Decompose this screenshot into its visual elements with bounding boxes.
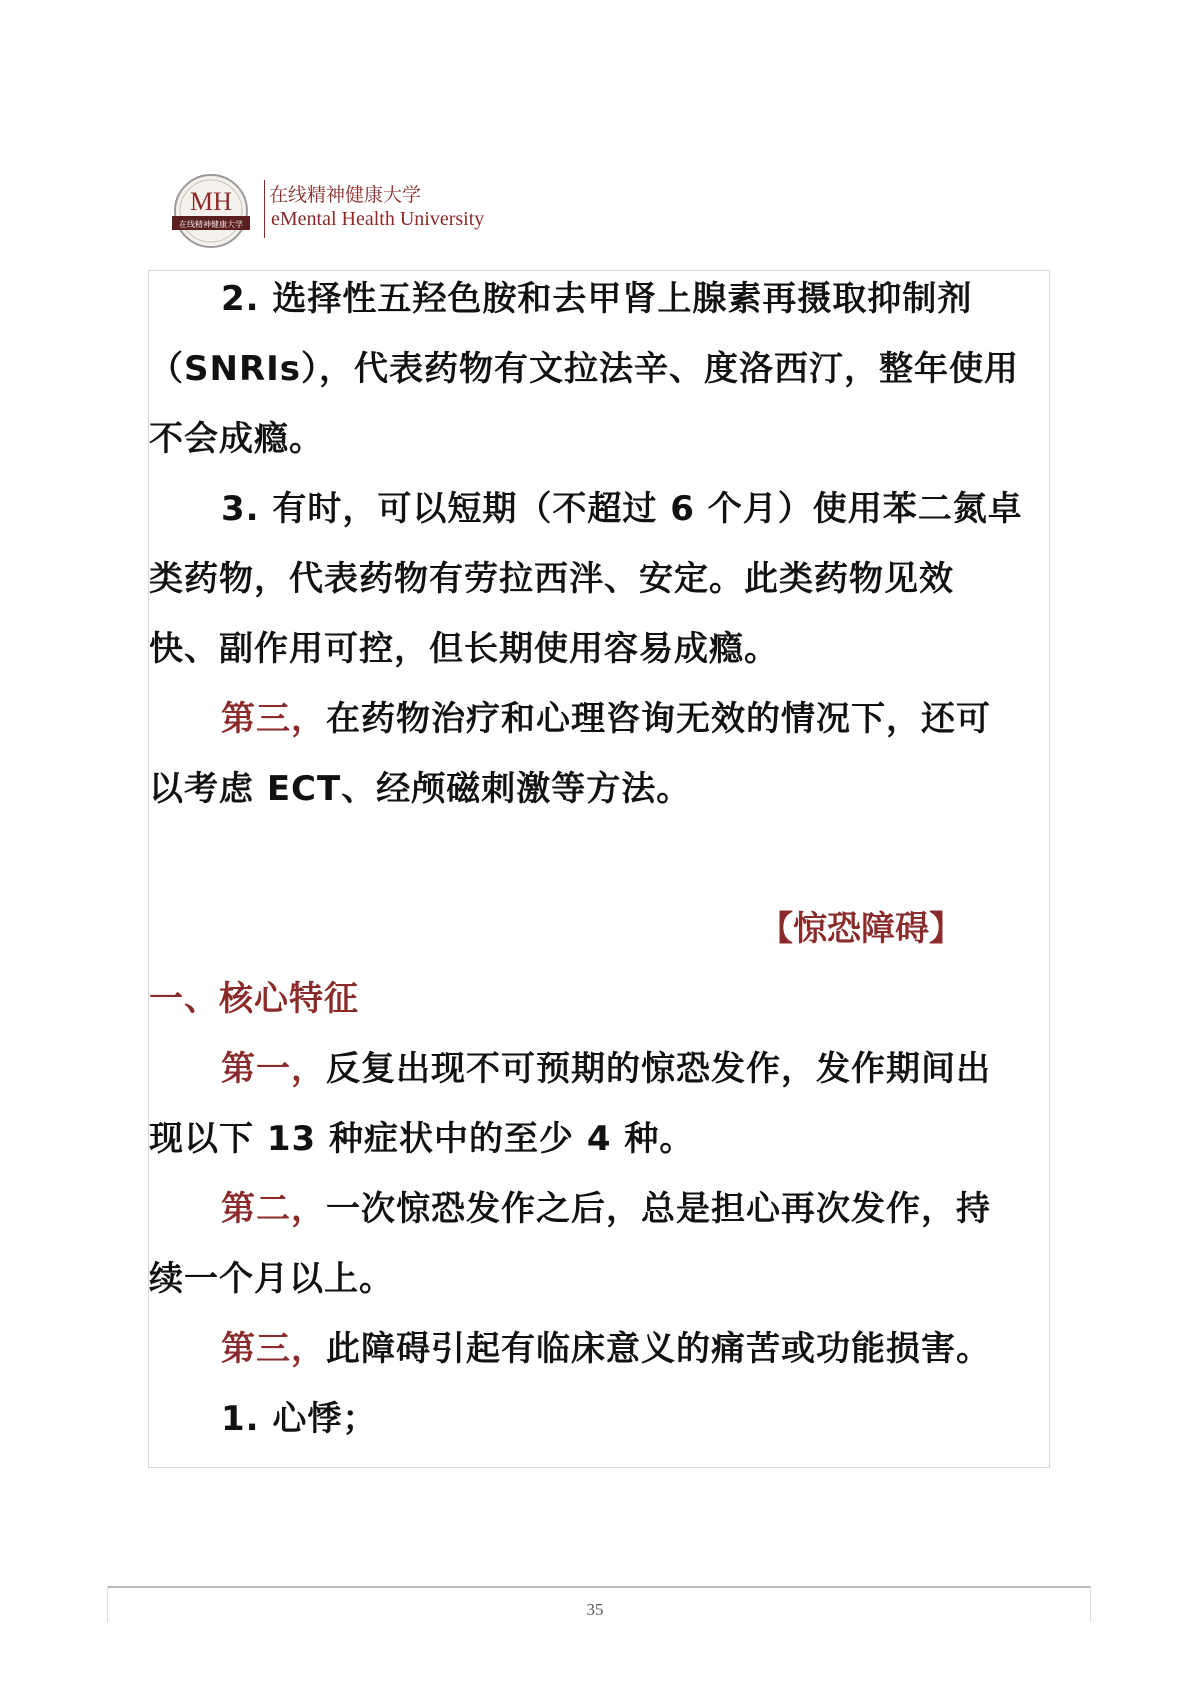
third-label: 第三， bbox=[221, 699, 326, 739]
p1-text: 反复出现不可预期的惊恐发作，发作期间出 bbox=[326, 1049, 991, 1089]
logo-chinese-name: 在线精神健康大学 bbox=[269, 184, 422, 206]
item3-line3: 快、副作用可控，但长期使用容易成瘾。 bbox=[149, 629, 779, 669]
p2-line2: 续一个月以上。 bbox=[149, 1259, 394, 1299]
section-title: 【惊恐障碍】 bbox=[759, 909, 963, 949]
symptom-1: 1. 心悸； bbox=[221, 1399, 378, 1439]
svg-text:在线精神健康大学: 在线精神健康大学 bbox=[179, 220, 243, 229]
page-number: 35 bbox=[586, 1600, 604, 1619]
logo-divider bbox=[264, 180, 265, 238]
content-frame bbox=[148, 270, 1050, 1468]
p3-label: 第三， bbox=[221, 1329, 326, 1369]
university-logo bbox=[172, 172, 502, 250]
item3-line1: 3. 有时，可以短期（不超过 6 个月）使用苯二氮卓 bbox=[221, 489, 1023, 529]
third-paragraph-line1 bbox=[221, 689, 991, 749]
p1-line1 bbox=[221, 1039, 991, 1099]
item2-line2: （SNRIs），代表药物有文拉法辛、度洛西汀，整年使用 bbox=[149, 349, 1020, 389]
item2-line1: 2. 选择性五羟色胺和去甲肾上腺素再摄取抑制剂 bbox=[221, 279, 973, 319]
logo-english-name: eMental Health University bbox=[271, 208, 485, 230]
item3-line2: 类药物，代表药物有劳拉西泮、安定。此类药物见效 bbox=[149, 559, 954, 599]
p2-label: 第二， bbox=[221, 1189, 326, 1229]
svg-text:MH: MH bbox=[190, 187, 232, 216]
p1-label: 第一， bbox=[221, 1049, 326, 1089]
p2-text: 一次惊恐发作之后，总是担心再次发作，持 bbox=[326, 1189, 991, 1229]
p3-line1 bbox=[221, 1319, 991, 1379]
third-text: 在药物治疗和心理咨询无效的情况下，还可 bbox=[326, 699, 991, 739]
third-paragraph-line2: 以考虑 ECT、经颅磁刺激等方法。 bbox=[149, 769, 692, 809]
p2-line1 bbox=[221, 1179, 991, 1239]
heading-core-features: 一、核心特征 bbox=[149, 979, 359, 1019]
mh-seal-icon bbox=[172, 172, 250, 250]
item2-line3: 不会成瘾。 bbox=[149, 419, 324, 459]
footer-rule bbox=[107, 1586, 1091, 1588]
p3-text: 此障碍引起有临床意义的痛苦或功能损害。 bbox=[326, 1329, 991, 1369]
p1-line2: 现以下 13 种症状中的至少 4 种。 bbox=[149, 1119, 695, 1159]
